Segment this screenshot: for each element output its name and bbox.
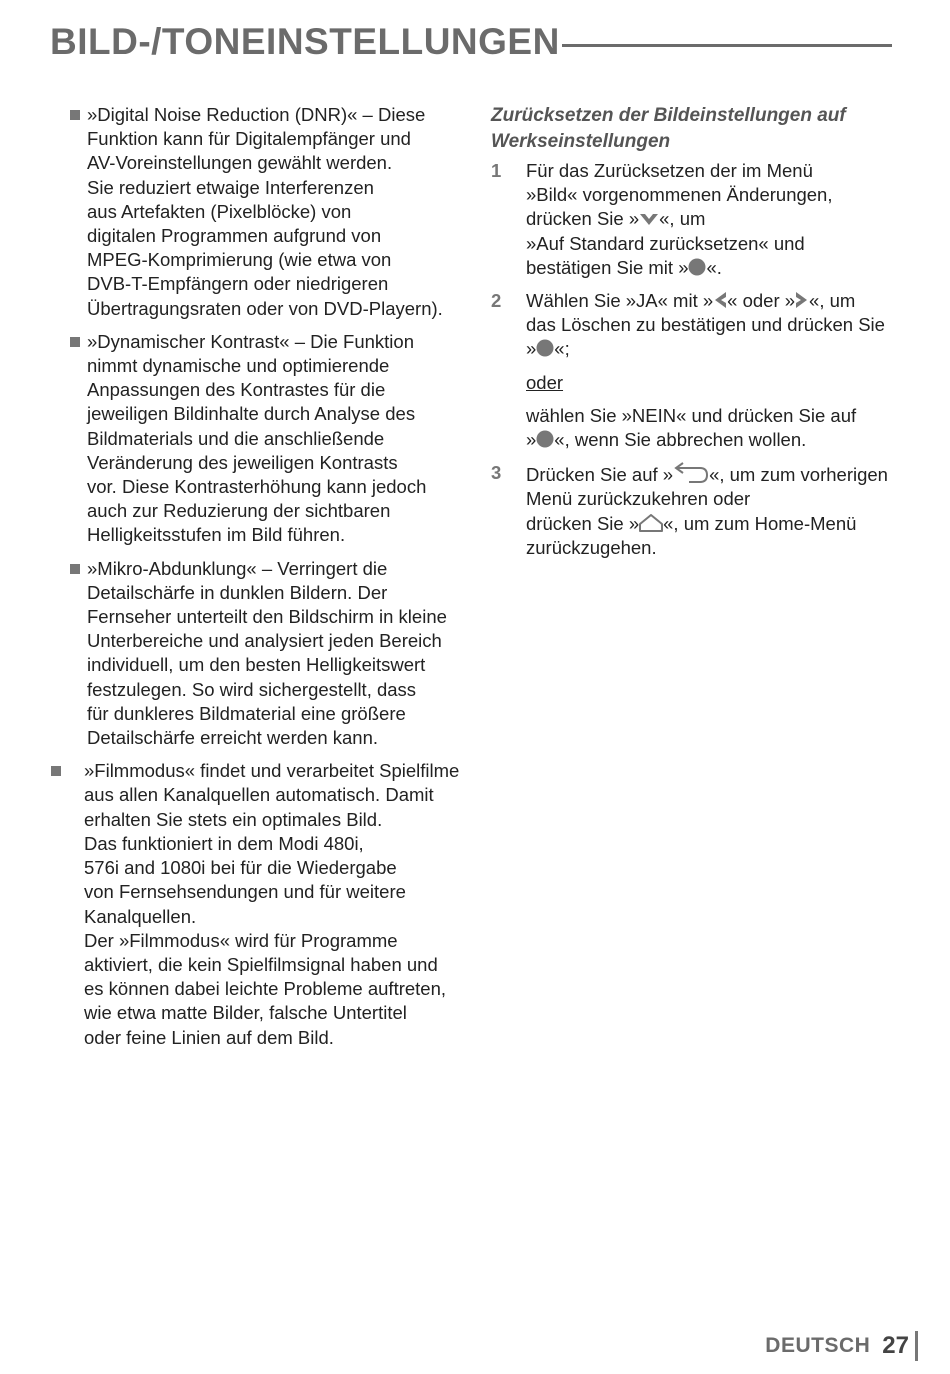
right-column [491,103,901,569]
alternative-separator: oder [526,371,564,393]
bullet-text: »Digital Noise Reduction (DNR)« – Diese Funktion kann für Digitalempfänger und AV-Voreinstellungen gewählt werden. Sie reduziert etwaige Interferenzen aus Artefakten (Pixelblöcke) von digitalen Programmen aufgrund von MPEG-Komprimierung (wie etwa von DVB-T-Empfängern oder niedrigeren Übertragungsraten oder von DVD-Playern). [87,104,443,319]
step-text: Für das Zurücksetzen der im Menü »Bild« vorgenommenen Änderungen, drücken Sie » «, um »Auf Standard zurücksetzen« und bestätigen Sie mit » «. [526,160,833,278]
bullet-film-mode [50,759,460,1049]
square-bullet-icon [70,337,80,347]
step-2 [491,289,901,452]
section-heading: Zurücksetzen der Bildeinstellungen auf Werkseinstellungen [491,105,846,152]
step-text: Wählen Sie »JA« mit » « oder » «, um das Löschen zu bestätigen und drücken Sie » «; [526,290,885,360]
square-bullet-icon [70,564,80,574]
step-number: 3 [491,462,502,484]
title-rule [562,44,892,47]
step-1 [491,159,901,280]
ok-circle-icon [536,430,554,448]
ok-circle-icon [688,258,706,276]
ok-circle-icon [536,339,554,357]
step-text: Drücken Sie auf » «, um zum vorherigen Menü zurückzukehren oder drücken Sie » «, um zum Home-Menü zurückzugehen. [526,461,901,560]
chevron-down-icon [639,213,659,227]
step-number: 1 [491,160,502,181]
footer-language: DEUTSCH [765,1334,871,1357]
square-bullet-icon [51,766,61,776]
home-icon [639,514,663,532]
page-number: 27 [882,1331,918,1361]
chevron-left-icon [713,291,727,309]
bullet-dnr [50,103,460,321]
left-column [50,103,460,1059]
bullet-micro-dimming [50,557,460,751]
square-bullet-icon [70,110,80,120]
page-title: BILD-/TONEINSTELLUNGEN [50,21,560,62]
chevron-right-icon [795,291,809,309]
bullet-dynamic-contrast [50,330,460,548]
bullet-text: »Filmmodus« findet und verarbeitet Spielfilme aus allen Kanalquellen automatisch. Damit erhalten Sie stets ein optimales Bild. Das funktioniert in dem Modi 480i, 576i and 1080i bei für die Wiedergabe von Fernsehsendungen und für weitere Kanalquellen. Der »Filmmodus« wird für Programme aktiviert, die kein Spielfilmsignal haben und es können dabei leichte Probleme auftreten, wie etwa matte Bilder, falsche Untertitel oder feine Linien auf dem Bild. [84,760,460,1048]
step-number: 2 [491,290,502,312]
step-text: wählen Sie »NEIN« und drücken Sie auf » «, wenn Sie abbrechen wollen. [526,404,857,451]
step-3 [491,461,901,560]
page-header [50,18,892,66]
back-arrow-icon [673,461,709,483]
bullet-text: »Dynamischer Kontrast« – Die Funktion nimmt dynamische und optimierende Anpassungen des Kontrastes für die jeweiligen Bildinhalte durch Analyse des Bildmaterials und die anschließende Veränderung des jeweiligen Kontrasts vor. Diese Kontrasterhöhung kann jedoch auch zur Reduzierung der sichtbaren Helligkeitsstufen im Bild führen. [87,330,427,546]
page-footer [765,1331,918,1361]
bullet-text: »Mikro-Abdunklung« – Verringert die Detailschärfe in dunklen Bildern. Der Fernseher unterteilt den Bildschirm in kleine Unterbereiche und analysiert jeden Bereich individuell, um den besten Helligkeitswert festzulegen. So wird sichergestellt, dass für dunkleres Bildmaterial eine größere Detailschärfe erreicht werden kann. [87,557,447,749]
